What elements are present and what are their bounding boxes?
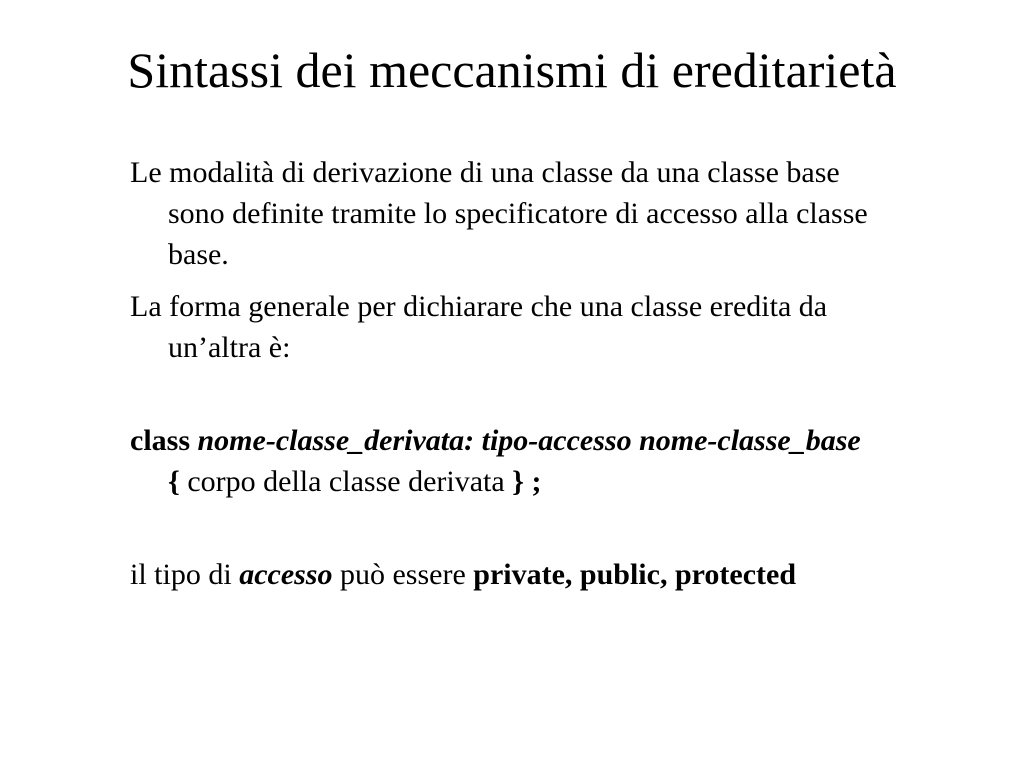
paragraph-access-types	[130, 554, 870, 595]
slide-title: Sintassi dei meccanismi di ereditarietà	[127, 42, 897, 98]
access-middle: può essere	[339, 558, 466, 591]
access-prefix: il tipo di	[130, 558, 232, 591]
access-word: accesso	[239, 558, 333, 591]
open-brace: {	[168, 465, 180, 498]
close-brace: } ;	[512, 465, 542, 498]
derived-class-declaration: nome-classe_derivata: tipo-accesso nome-classe_base	[197, 424, 861, 457]
paragraph-general-form: La forma generale per dichiarare che una classe eredita da un’altra è:	[130, 290, 828, 364]
access-options: private, public, protected	[473, 558, 797, 591]
paragraph-syntax	[130, 420, 870, 502]
class-body-text: corpo della classe derivata	[187, 465, 505, 498]
paragraph-derivation-modes: Le modalità di derivazione di una classe da una classe base sono definite tramite lo specificatore di accesso alla classe base.	[130, 156, 868, 271]
slide-body	[130, 152, 870, 595]
keyword-class: class	[130, 424, 190, 457]
